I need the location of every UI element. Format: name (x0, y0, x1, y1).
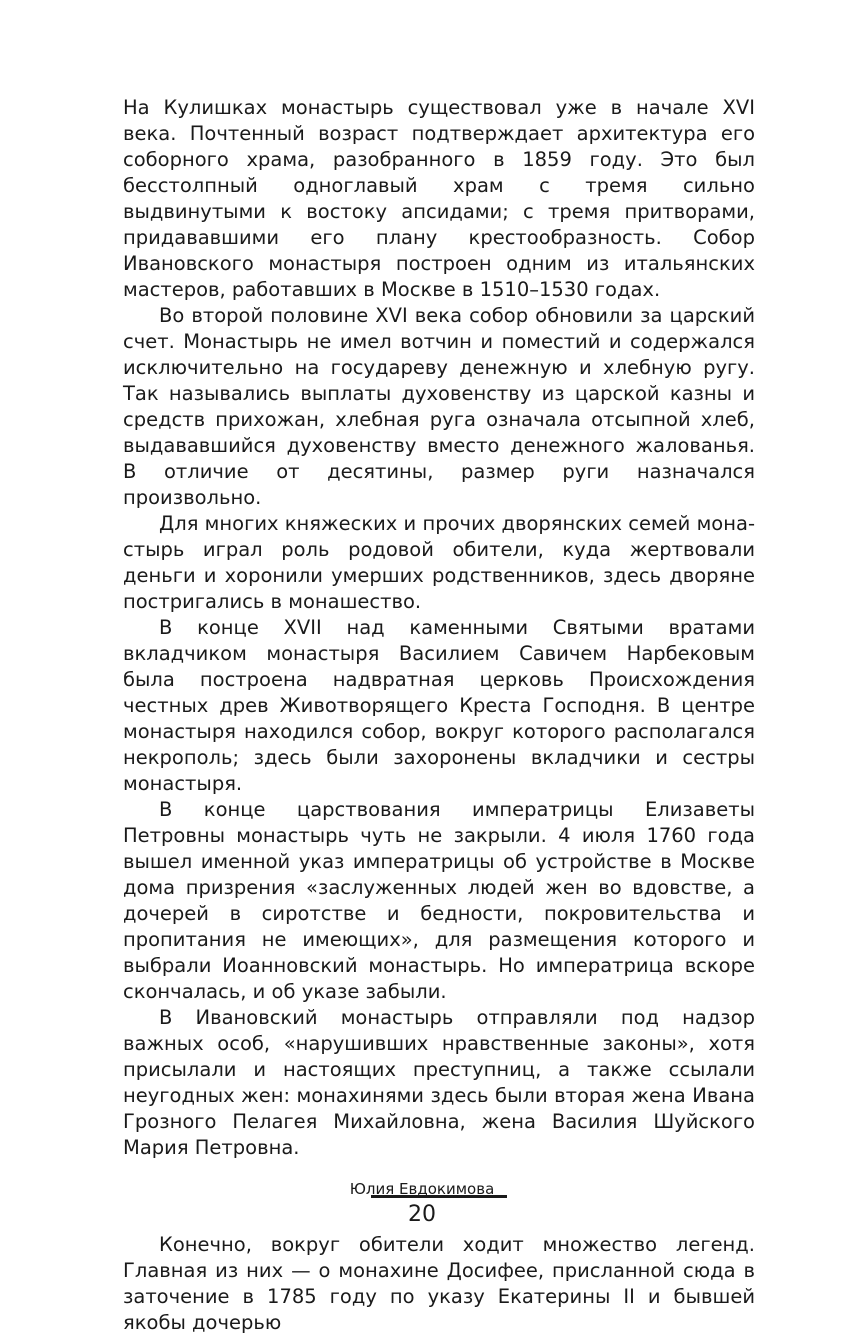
paragraph-2: Во второй половине XVI века собор обновили за царский счет. Монастырь не имел вотчин и поместий и содержался исключительно на государеву денежную и хлебную ругу. Так назывались выплаты духовенству из царской казны и средств прихожан, хлебная руга означала отсыпной хлеб, выдававшийся духовенству вместо денежного жалованья. В отличие от десятины, размер руги назначался произвольно. (123, 304, 755, 509)
footer-author: Юлия Евдокимова (349, 1180, 495, 1198)
paragraph-1: На Кулишках монастырь существовал уже в начале XVI века. Почтенный возраст подтверждает архитектура его соборного храма, разобранного в 1859 году. Это был бесстолпный одноглавый храм с тремя сильно выдвинутыми к востоку апсидами; с тремя притворами, придававшими его плану крестообразность. Собор Ивановского монастыря построен одним из итальянских мастеров, работавших в Москве в 1510–1530 годах. (123, 96, 755, 301)
page-number: 20 (408, 1202, 436, 1227)
paragraph-4: В конце XVII над каменными Святыми вратами вкладчиком монастыря Василием Савичем Нарбековым была построена надвратная церковь Происхождения честных древ Животворящего Креста Господня. В центре монастыря находился собор, вокруг которого располагался некрополь; здесь были захоронены вкладчики и сестры монастыря. (123, 616, 755, 795)
paragraph-5: В конце царствования императрицы Елизаветы Петровны монастырь чуть не закрыли. 4 июля 1760 года вышел именной указ императрицы об устройстве в Москве дома призрения «заслуженных людей жен во вдовстве, а дочерей в сиротстве и бедности, покровительства и пропитания не имеющих», для размещения которого и выбрали Иоанновский монастырь. Но императрица вскоре скончалась, и об указе забыли. (123, 798, 755, 1003)
page-body (123, 95, 755, 1336)
paragraph-6: В Ивановский монастырь отправляли под надзор важных особ, «нарушивших нравственные законы», хотя присылали и настоящих преступниц, а также ссылали неугодных жен: монахинями здесь были вторая жена Ивана Грозного Пелагея Михайловна, жена Василия Шуйского Мария Петровна. (123, 1006, 755, 1159)
paragraph-3: Для многих княжеских и прочих дворянских семей монастырь играл роль родовой обители, куда жертвовали деньги и хоронили умерших родственников, здесь дворяне постригaлись в монашество. (123, 512, 755, 613)
paragraph-after-divider: Конечно, вокруг обители ходит множество легенд. Главная из них — о монахине Досифее, присланной сюда в заточение в 1785 году по указу Екатерины II и бывшей якобы дочерью (123, 1233, 755, 1334)
